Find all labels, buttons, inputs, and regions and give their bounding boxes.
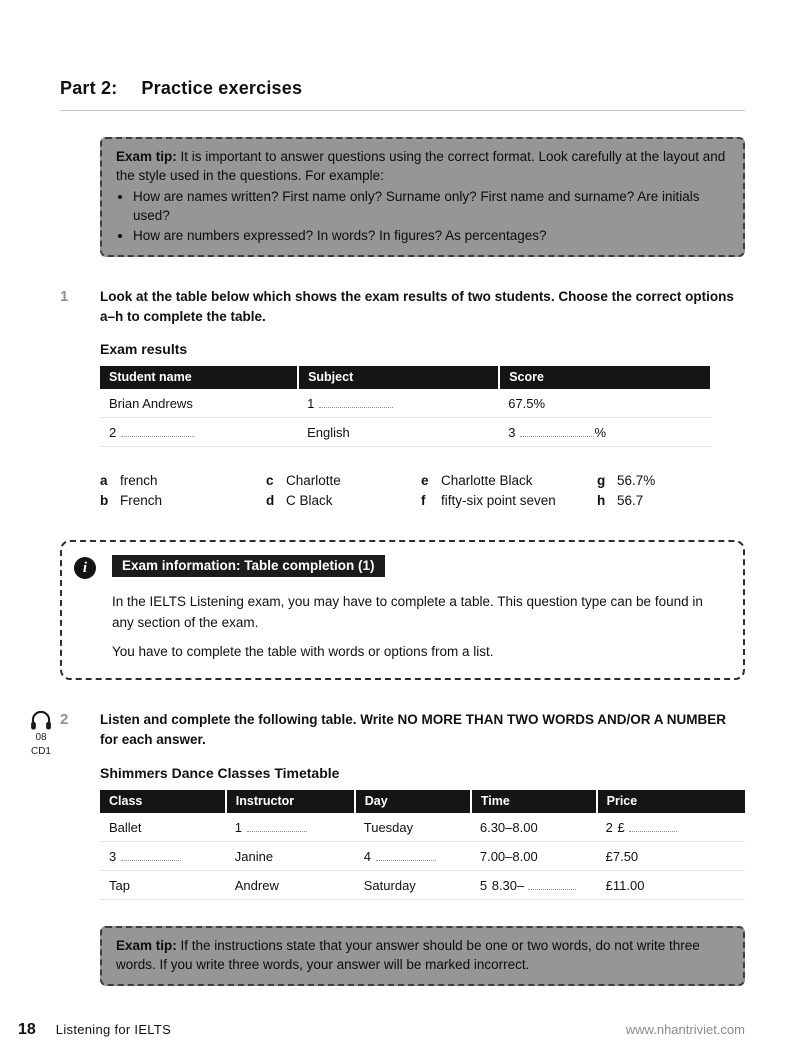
exam-tip-label: Exam tip: [116, 937, 177, 953]
cell-day: Saturday [355, 870, 471, 899]
option-e: e Charlotte Black [421, 473, 533, 489]
option-h: h 56.7 [597, 492, 644, 508]
cell-time: 7.00–8.00 [471, 841, 597, 870]
exam-tip-bullets [116, 187, 729, 244]
col-header-day: Day [355, 790, 471, 813]
exam-results-table [100, 366, 710, 447]
cell-student: Brian Andrews [100, 389, 298, 418]
page-number: 18 [18, 1021, 36, 1038]
question-number: 4 [363, 848, 371, 864]
header-row [100, 790, 745, 813]
exam-information-paragraph: In the IELTS Listening exam, you may have to complete a table. This question type can be found in any section of the exam. [112, 594, 703, 630]
col-header-instructor: Instructor [226, 790, 355, 813]
col-header-class: Class [100, 790, 226, 813]
cell-day-question [355, 841, 471, 870]
answer-blank [376, 850, 436, 861]
cell-subject-question [298, 389, 499, 418]
bullet-item: • How are names written? First name only? Surname only? First name and surname? Are initials used? [133, 187, 729, 225]
table-row [100, 389, 710, 418]
option-a: a french [100, 473, 158, 489]
cell-instructor: Janine [226, 841, 355, 870]
cell-class-question [100, 841, 226, 870]
cell-day: Tuesday [355, 813, 471, 842]
question-number: 3 [508, 425, 516, 441]
answer-blank [319, 397, 393, 408]
time-start: 8.30– [491, 877, 525, 893]
cell-student-question [100, 418, 298, 447]
exam-tip-box-bottom [100, 926, 745, 986]
exercise-1 [60, 287, 745, 511]
answer-blank [520, 426, 594, 437]
option-f: f fifty-six point seven [421, 492, 556, 508]
cell-subject: English [298, 418, 499, 447]
currency-symbol: £ [617, 819, 625, 835]
cell-price: £7.50 [597, 841, 745, 870]
exam-tip-text: Exam tip: It is important to answer questions using the correct format. Look carefully at the layout and the style used in the questions. For example: [116, 149, 726, 184]
cell-instructor: Andrew [226, 870, 355, 899]
answer-blank [629, 821, 677, 832]
cell-price: £11.00 [597, 870, 745, 899]
answer-blank [121, 426, 195, 437]
headphones-icon [29, 710, 53, 730]
col-header-time: Time [471, 790, 597, 813]
part-label: Part 2: [60, 78, 118, 98]
table-row [100, 418, 710, 447]
exam-information-box [60, 540, 745, 680]
page-footer [18, 1021, 745, 1039]
table-row [100, 870, 745, 899]
exam-information-paragraph: You have to complete the table with words or options from a list. [112, 643, 494, 659]
part-title: Practice exercises [141, 78, 303, 98]
exercise-number: 2 [60, 711, 69, 729]
answer-blank [121, 850, 181, 861]
options-column [421, 471, 597, 510]
exercise-2-body [100, 710, 745, 900]
cell-score: 67.5% [499, 389, 709, 418]
percent-unit: % [594, 425, 606, 441]
exam-tip-text: Exam tip: If the instructions state that your answer should be one or two words, do not write three words. If you write three words, your answer will be marked incorrect. [116, 937, 700, 972]
col-header-student-name: Student name [100, 366, 298, 389]
dance-timetable-table [100, 790, 745, 900]
bullet-item: • How are numbers expressed? In words? In figures? As percentages? [133, 226, 729, 245]
answer-blank [247, 821, 307, 832]
header-row [100, 366, 710, 389]
exam-tip-label: Exam tip: [116, 149, 177, 164]
exam-tip-box-top [100, 137, 745, 257]
col-header-price: Price [597, 790, 745, 813]
options-column [266, 471, 421, 510]
cell-time-question [471, 870, 597, 899]
exam-information-content [112, 555, 727, 662]
answer-blank [528, 879, 576, 890]
question-number: 3 [109, 848, 117, 864]
option-c: c Charlotte [266, 473, 341, 489]
audio-cd-label: CD1 [30, 745, 51, 757]
question-number: 1 [234, 819, 242, 835]
audio-track-number: 08 [35, 732, 47, 744]
cell-price-question [597, 813, 745, 842]
table-row [100, 841, 745, 870]
option-b: b French [100, 492, 163, 508]
question-number: 1 [307, 396, 315, 412]
cell-class: Tap [100, 870, 226, 899]
options-list [100, 471, 745, 510]
exam-information-heading: Exam information: Table completion (1) [112, 555, 385, 577]
exercise-1-instruction: Look at the table below which shows the exam results of two students. Choose the correct options a–h to complete the table. [100, 288, 734, 325]
option-d: d C Black [266, 492, 333, 508]
part-heading [60, 78, 745, 111]
question-number: 2 [109, 425, 117, 441]
cell-class: Ballet [100, 813, 226, 842]
cell-score-question [499, 418, 709, 447]
options-column [100, 471, 266, 510]
question-number: 5 [479, 877, 488, 893]
table-title-exam-results: Exam results [100, 341, 188, 358]
table-title-dance-timetable: Shimmers Dance Classes Timetable [100, 764, 340, 781]
table-row [100, 813, 745, 842]
exercise-number: 1 [60, 287, 69, 305]
option-g: g 56.7% [597, 473, 656, 489]
exercise-2 [30, 710, 745, 900]
exercise-1-body [100, 287, 745, 511]
col-header-subject: Subject [298, 366, 499, 389]
publisher-website: www.nhantriviet.com [625, 1022, 745, 1037]
options-column [597, 471, 745, 510]
exercise-2-instruction: Listen and complete the following table. Write NO MORE THAN TWO WORDS AND/OR A NUMBER for each answer. [100, 712, 727, 748]
info-icon: i [74, 557, 96, 579]
cell-time: 6.30–8.00 [471, 813, 597, 842]
book-title: Listening for IELTS [55, 1022, 172, 1037]
cell-instructor-question [226, 813, 355, 842]
audio-track-marker [23, 710, 59, 758]
question-number: 2 [605, 819, 613, 835]
col-header-score: Score [499, 366, 709, 389]
